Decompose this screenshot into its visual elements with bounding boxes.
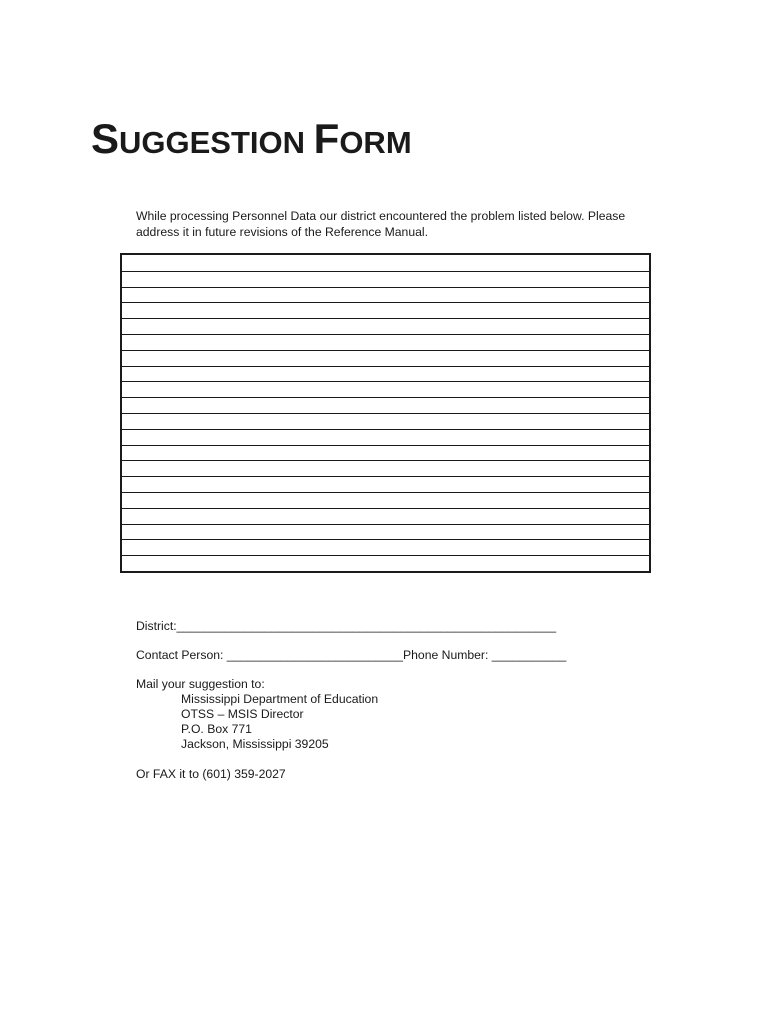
ruled-line	[122, 539, 649, 540]
title-rest-uggestion: UGGESTION	[119, 125, 314, 160]
ruled-line	[122, 555, 649, 556]
ruled-line	[122, 318, 649, 319]
ruled-line	[122, 524, 649, 525]
phone-number-blank[interactable]: ___________	[491, 648, 567, 662]
title-initial-s: S	[91, 115, 120, 162]
ruled-line	[122, 429, 649, 430]
mailing-address	[181, 692, 378, 752]
ruled-line	[122, 492, 649, 493]
address-line: OTSS – MSIS Director	[181, 707, 304, 721]
address-line: Mississippi Department of Education	[181, 692, 379, 706]
district-label: District:	[136, 619, 177, 633]
district-field[interactable]	[136, 618, 556, 634]
ruled-line	[122, 381, 649, 382]
intro-text: While processing Personnel Data our district encountered the problem listed below. Please address it in future revisions of the Reference Manual.	[136, 209, 626, 239]
ruled-line	[122, 397, 649, 398]
district-blank[interactable]: ________________________________________________________	[176, 619, 557, 633]
mail-instruction: Mail your suggestion to:	[136, 677, 265, 691]
ruled-line	[122, 445, 649, 446]
contact-row	[136, 647, 566, 663]
ruled-line	[122, 350, 649, 351]
fax-instruction: Or FAX it to (601) 359-2027	[136, 767, 286, 781]
address-line: Jackson, Mississippi 39205	[181, 737, 329, 751]
address-line: P.O. Box 771	[181, 722, 252, 736]
ruled-line	[122, 476, 649, 477]
ruled-line	[122, 366, 649, 367]
ruled-line	[122, 460, 649, 461]
title-initial-f: F	[313, 115, 340, 162]
ruled-line	[122, 508, 649, 509]
contact-person-blank[interactable]: __________________________	[226, 648, 404, 662]
ruled-line	[122, 302, 649, 303]
form-title	[91, 112, 412, 170]
title-rest-orm: ORM	[339, 125, 412, 160]
ruled-line	[122, 271, 649, 272]
phone-number-label: Phone Number:	[403, 648, 492, 662]
ruled-line	[122, 413, 649, 414]
suggestion-lines-area[interactable]	[120, 253, 651, 573]
contact-person-label: Contact Person:	[136, 648, 227, 662]
ruled-line	[122, 287, 649, 288]
ruled-line	[122, 334, 649, 335]
